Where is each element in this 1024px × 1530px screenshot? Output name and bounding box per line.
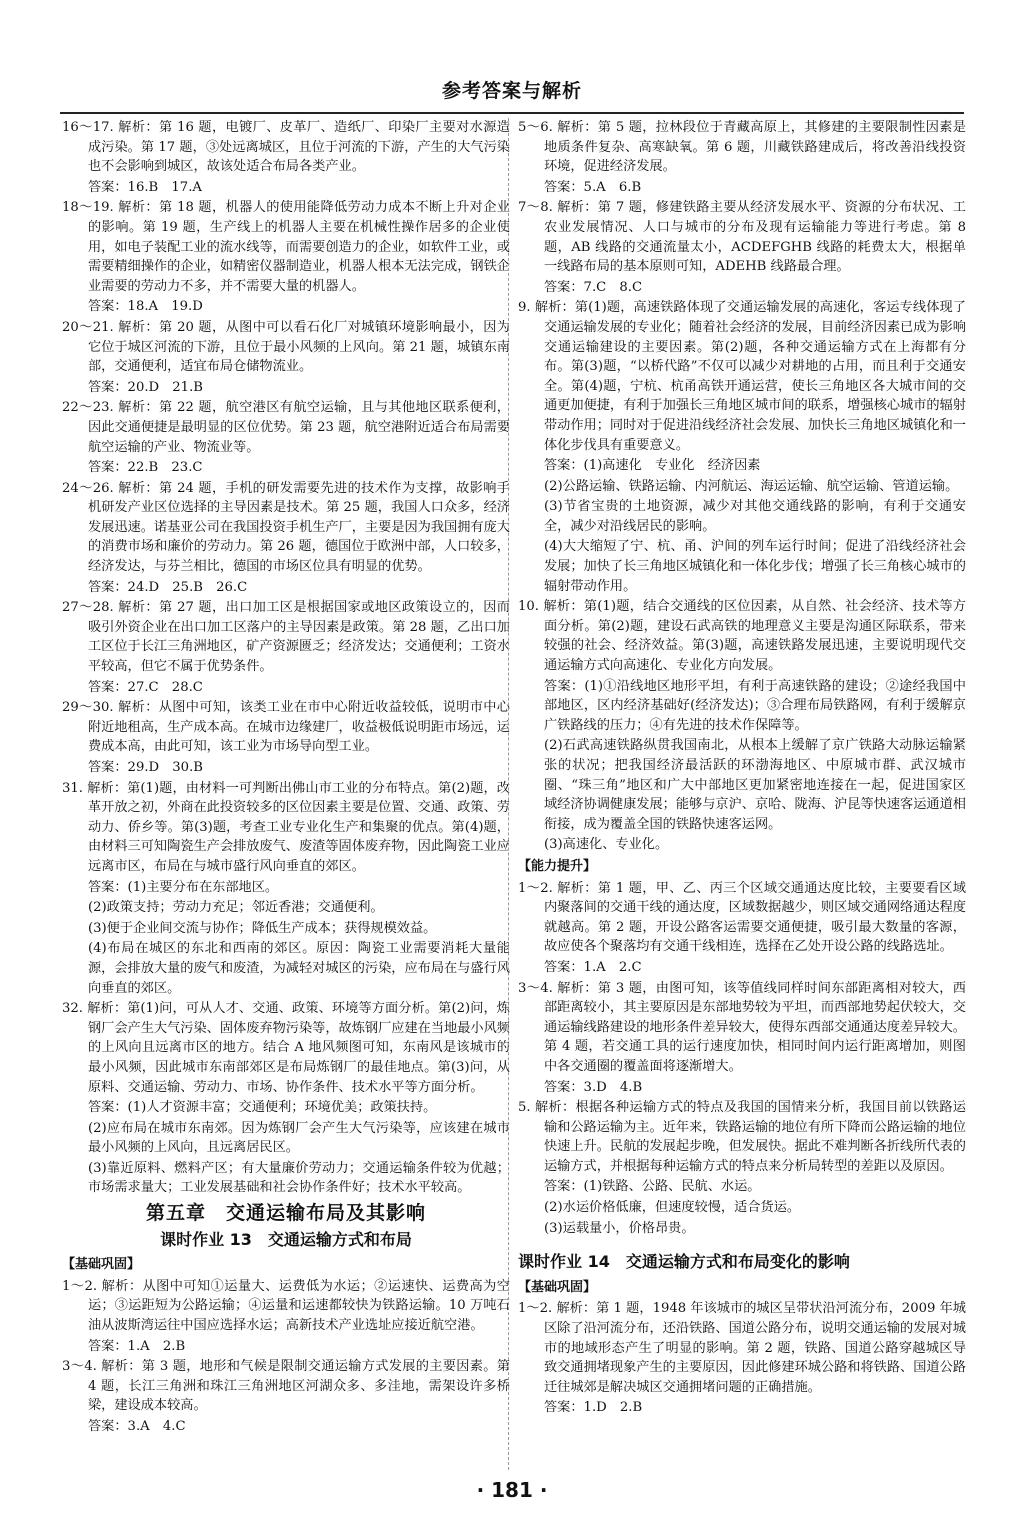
answer-subline: (4)大大缩短了宁、杭、甬、沪间的列车运行时间；促进了沿线经济社会发展；加快了长三角地区城镇化和一体化步伐；增强了长三角核心城市的辐射带动作用。 (544, 539, 966, 594)
section-label: 【能力提升】 (518, 858, 597, 874)
answer-subline: (2)政策支持；劳动力充足；邻近香港；交通便利。 (88, 900, 384, 916)
explanation-paragraph: 24～26. 解析：第 24 题，手机的研发需要先进的技术作为支撑，故影响手机研发产业区位选择的主导因素是技术。第 25 题，我国人口众多，经济发展迅速。诺基亚公司在我国投资手机生产厂，主要是因为我国拥有庞大的消费市场和廉价的劳动力。第 26 题，德国位于欧洲中部，人口较多，经济发达，与芬兰相比，德国的市场区位具有明显的优势。 (62, 480, 510, 575)
explanation-paragraph: 31. 解析：第(1)题，由材料一可判断出佛山市工业的分布特点。第(2)题，改革开放之初，外商在此投资较多的区位因素主要是位置、交通、政策、劳动力、侨乡等。第(3)题，考查工业专业化生产和集聚的优点。第(4)题，由材料三可知陶瓷生产会排放废气、废渣等固体废弃物，因此陶瓷工业应远离市区，布局在与城市盛行风向垂直的郊区。 (62, 780, 510, 874)
answer-subline: (2)水运价格低廉，但速度较慢，适合货运。 (544, 1200, 801, 1216)
answer-line: 答案：1.D 2.B (544, 1400, 643, 1416)
page-number: · 181 · (476, 1478, 548, 1502)
explanation-paragraph: 9. 解析：第(1)题，高速铁路体现了交通运输发展的高速化，客运专线体现了交通运输发展的专业化；随着社会经济的发展，目前经济因素已成为影响交通运输建设的主要因素。第(2)题，各种交通运输方式在上海都有分布。第(3)题，“以桥代路”不仅可以减少对耕地的占用，而且利于交通安全。第(4)题，宁杭、杭甬高铁开通运营，使长三角地区各大城市间的交通更加便捷，有利于加强长三角地区城市间的联系，增强核心城市的辐射带动作用；同时对于促进沿线经济社会发展、加快长三角地区城镇化和一体化步伐具有重要意义。 (518, 300, 966, 453)
column-divider (508, 118, 510, 1470)
answer-subline: (2)石武高速铁路纵贯我国南北，从根本上缓解了京广铁路大动脉运输紧张的状况；把我国经济最活跃的环渤海地区、中原城市群、武汉城市圈、“珠三角”地区和广大中部地区更加紧密地连接在一起，促进国家区域经济协调健康发展；能够与京沪、京哈、陇海、沪昆等快速客运通道相衔接，成为覆盖全国的铁路快速客运网。 (544, 738, 966, 832)
answer-line: 答案：7.C 8.C (544, 279, 643, 295)
answer-subline: (2)公路运输、铁路运输、内河航运、海运运输、航空运输、管道运输。 (544, 478, 959, 494)
answer-line: 答案：(1)人才资源丰富；交通便利；环境优美；政策扶持。 (88, 1100, 437, 1116)
answer-line: 答案：24.D 25.B 26.C (88, 579, 248, 595)
answer-line: 答案：(1)高速化 专业化 经济因素 (544, 458, 761, 474)
answer-line: 答案：5.A 6.B (544, 179, 642, 195)
answer-subline: (3)靠近原料、燃料产区；有大量廉价劳动力；交通运输条件较为优越；市场需求量大；工业发展基础和社会协作条件好；技术水平较高。 (88, 1160, 510, 1196)
answer-subline: (3)高速化、专业化。 (544, 837, 669, 853)
answer-line: 答案：(1)①沿线地区地形平坦，有利于高速铁路的建设；②途经我国中部地区，区内经济基础好(经济发达)；③合理布局铁路网，有利于缓解京广铁路线的压力；④有先进的技术作保障等。 (544, 678, 966, 733)
explanation-paragraph: 5～6. 解析：第 5 题，拉林段位于青藏高原上，其修建的主要限制性因素是地质条件复杂、高寒缺氧。第 6 题，川藏铁路建成后，将改善沿线投资环境，促进经济发展。 (518, 120, 966, 175)
explanation-paragraph: 18～19. 解析：第 18 题，机器人的使用能降低劳动力成本不断上升对企业的影响。第 19 题，生产线上的机器人主要在机械性操作居多的企业使用，如电子装配工业的流水线等，而需要创造力的企业，如软件工业，或需要精细操作的企业，如精密仪器制造业，机器人根本无法完成，钢铁企业需要的劳动力不多，并不需要大量的机器人。 (62, 200, 510, 294)
explanation-paragraph: 1～2. 解析：第 1 题，甲、乙、丙三个区域交通通达度比较，主要要看区域内聚落间的交通干线的通达度，区域数据越少，则区域交通网络通达程度就越高。第 2 题，开设公路客运需要交通便捷，吸引最大数量的客源，故应使各个聚落均有交通干线相连，选择在乙处开设公路的线路选址。 (518, 880, 966, 955)
answer-line: 答案：3.D 4.B (544, 1079, 643, 1095)
answer-subline: (4)布局在城区的东北和西南的郊区。原因：陶瓷工业需要消耗大量能源，会排放大量的废气和废渣，为减轻对城区的污染，应布局在与盛行风向垂直的郊区。 (88, 941, 510, 996)
answer-line: 答案：(1)铁路、公路、民航、水运。 (544, 1179, 761, 1195)
header-title: 参考答案与解析 (441, 80, 582, 102)
page-header (60, 72, 964, 114)
explanation-paragraph: 16～17. 解析：第 16 题，电镀厂、皮革厂、造纸厂、印染厂主要对水源造成污染。第 17 题，③处远离城区，且位于河流的下游，产生的大气污染也不会影响到城区，故该处适合布局各类产业。 (62, 120, 510, 175)
answer-subline: (2)应布局在城市东南郊。因为炼钢厂会产生大气污染等，应该建在城市最小风频的上风向，且远离居民区。 (88, 1120, 510, 1156)
answer-line: 答案：29.D 30.B (88, 760, 203, 775)
explanation-paragraph: 22～23. 解析：第 22 题，航空港区有航空运输，且与其他地区联系便利，因此交通便捷是最明显的区位优势。第 23 题，航空港附近适合布局需要航空运输的产业、物流业等。 (62, 400, 510, 455)
explanation-paragraph: 1～2. 解析：第 1 题，1948 年该城市的城区呈带状沿河流分布，2009 年城区除了沿河流分布，还沿铁路、国道公路分布，说明交通运输的发展对城市的地域形态产生了明显的影响。第 2 题，铁路、国道公路穿越城区导致交通拥堵现象产生的主要原因，因此修建环城公路和将铁路、国道公路迁往城郊是解决城区交通拥堵问题的正确措施。 (518, 1301, 966, 1395)
answer-line: 答案：16.B 17.A (88, 179, 202, 195)
answer-line: 答案：22.B 23.C (88, 460, 203, 476)
answer-line: 答案：1.A 2.B (88, 1338, 186, 1354)
explanation-paragraph: 3～4. 解析：第 3 题，地形和气候是限制交通运输方式发展的主要因素。第 4 题，长江三角洲和珠江三角洲地区河湖众多、多洼地，需架设许多桥梁，建设成本较高。 (62, 1359, 510, 1414)
explanation-paragraph: 1～2. 解析：从图中可知①运量大、运费低为水运；②运速快、运费高为空运；③运距短为公路运输；④运量和运速都较快为铁路运输。10 万吨石油从波斯湾运往中国应选择水运；高新技术产业选址应接近航空港。 (62, 1278, 510, 1334)
answer-line: 答案：3.A 4.C (88, 1419, 186, 1434)
section-label: 【基础巩固】 (62, 1257, 141, 1273)
explanation-paragraph: 32. 解析：第(1)问，可从人才、交通、政策、环境等方面分析。第(2)问，炼钢厂会产生大气污染、固体废弃物污染等，故炼钢厂应建在当地最小风频的上风向且远离市区的地方。结合 A 地风频图可知，东南风是该城市的最小风频，因此城市东南部郊区是布局炼钢厂的最佳地点。第(3)问，从原料、交通运输、劳动力、市场、协作条件、技术水平等方面分析。 (62, 1001, 510, 1095)
explanation-paragraph: 20～21. 解析：第 20 题，从图中可以看石化厂对城镇环境影响最小，因为它位于城区河流的下游，且位于最小风频的上风向。第 21 题，城镇东南部，交通便利，适宜布局仓储物流业。 (62, 319, 510, 375)
answer-line: 答案：(1)主要分布在东部地区。 (88, 879, 279, 895)
answer-subline: (3)节省宝贵的土地资源，减少对其他交通线路的影响，有利于交通安全，减少对沿线居民的影响。 (544, 499, 966, 534)
right-column (518, 118, 966, 1419)
left-column (62, 118, 510, 1438)
section-label: 【基础巩固】 (518, 1279, 597, 1295)
explanation-paragraph: 29～30. 解析：从图中可知，该类工业在市中心附近收益较低，说明市中心附近地租高，生产成本高。在城市边缘建厂，收益极低说明距市场远，运费成本高，由此可知，该工业为市场导向型工业。 (62, 700, 510, 755)
answer-subline: (3)便于企业间交流与协作；降低生产成本；获得规模效益。 (88, 920, 437, 936)
explanation-paragraph: 10. 解析：第(1)题，结合交通线的区位因素，从自然、社会经济、技术等方面分析。第(2)题，建设石武高铁的地理意义主要是沟通区际联系，带来较强的社会、经济效益。第(3)题，高速铁路发展迅速，主要说明现代交通运输方式向高速化、专业化方向发展。 (518, 599, 966, 674)
answer-line: 答案：1.A 2.C (544, 959, 642, 975)
answer-subline: (3)运载量小，价格昂贵。 (544, 1220, 695, 1236)
explanation-paragraph: 7～8. 解析：第 7 题，修建铁路主要从经济发展水平、资源的分布状况、工农业发展情况、人口与城市的分布及现有运输能力等进行考虑。第 8 题，AB 线路的交通流量太小，ACDEFGHB 线路的耗费太大，根据单一线路布局的基本原则可知，ADEHB 线路最合理。 (518, 200, 966, 275)
answer-line: 答案：18.A 19.D (88, 299, 203, 315)
chapter-title: 第五章 交通运输布局及其影响 (145, 1202, 426, 1225)
answer-line: 答案：27.C 28.C (88, 679, 203, 695)
answer-line: 答案：20.D 21.B (88, 379, 203, 395)
explanation-paragraph: 3～4. 解析：第 3 题，由图可知，该等值线同样时间东部距离相对较大，西部距离较小，其主要原因是东部地势较为平坦，而西部地势起伏较大，交通运输线路建设的地形条件差异较大，使得东西部交通通达度差异较大。第 4 题，若交通工具的运行速度加快，相同时间内运行距离增加，则图中各交通圈的覆盖面将逐渐增大。 (518, 980, 966, 1074)
lesson-title: 课时作业 14 交通运输方式和布局变化的影响 (518, 1252, 850, 1272)
lesson-title: 课时作业 13 交通运输方式和布局 (160, 1229, 412, 1249)
explanation-paragraph: 27～28. 解析：第 27 题，出口加工区是根据国家或地区政策设立的，因而吸引外资企业在出口加工区落户的主导因素是政策。第 28 题，乙出口加工区位于长江三角洲地区，矿产资源匮乏；经济发达；交通便利；工资水平较高，但它不属于优势条件。 (62, 600, 510, 675)
explanation-paragraph: 5. 解析：根据各种运输方式的特点及我国的国情来分析，我国目前以铁路运输和公路运输为主。近年来，铁路运输的地位有所下降而公路运输的地位快速上升。民航的发展起步晚，但发展快。据此不难判断各折线所代表的运输方式，并根据每种运输方式的特点来分析局转型的差距以及原因。 (518, 1100, 966, 1174)
